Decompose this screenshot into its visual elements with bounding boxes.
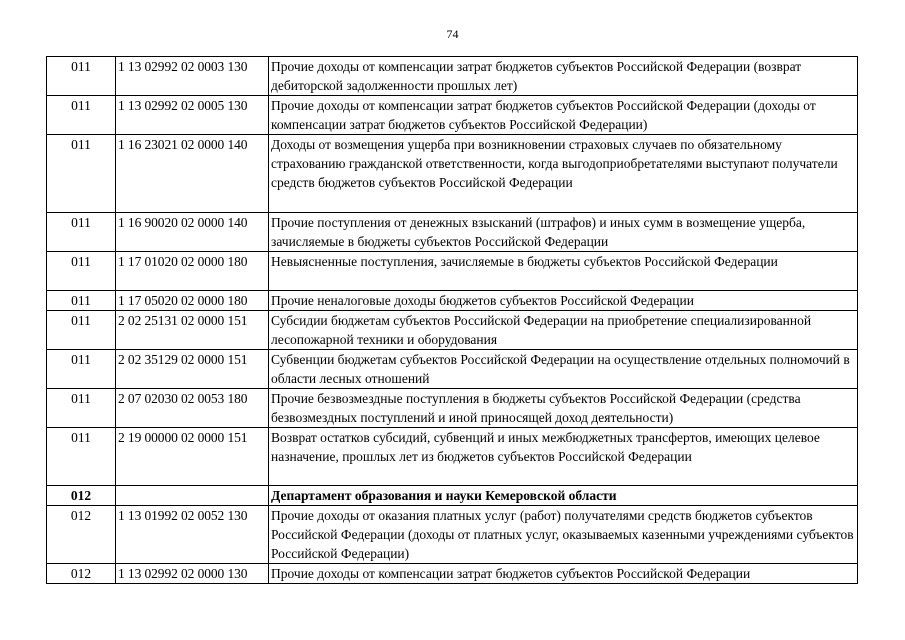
revenue-name-cell: Возврат остатков субсидий, субвенций и иных межбюджетных трансфертов, имеющих целевое назначение, прошлых лет из бюджетов субъектов Российской Федерации [269,428,858,486]
table-row [47,506,858,564]
admin-code-cell: 011 [47,428,116,486]
revenue-name-cell: Прочие безвозмездные поступления в бюджеты субъектов Российской Федерации (средства безвозмездных поступлений и иной приносящей доход деятельности) [269,389,858,428]
budget-classification-code-cell [116,486,269,506]
budget-classification-code-cell: 1 16 90020 02 0000 140 [116,213,269,252]
admin-code-cell: 011 [47,135,116,213]
section-header-row [47,486,858,506]
admin-code-cell: 011 [47,311,116,350]
admin-code-cell: 011 [47,57,116,96]
table-row [47,389,858,428]
admin-code-cell: 012 [47,564,116,584]
table-row [47,213,858,252]
budget-classification-code-cell: 2 07 02030 02 0053 180 [116,389,269,428]
department-name-cell: Департамент образования и науки Кемеровской области [269,486,858,506]
admin-code-cell: 012 [47,506,116,564]
revenue-name-cell: Прочие доходы от компенсации затрат бюджетов субъектов Российской Федерации (доходы от компенсации затрат бюджетов субъектов Российской Федерации) [269,96,858,135]
revenue-name-cell: Прочие поступления от денежных взысканий (штрафов) и иных сумм в возмещение ущерба, зачисляемые в бюджеты субъектов Российской Федерации [269,213,858,252]
revenue-name-cell: Прочие доходы от компенсации затрат бюджетов субъектов Российской Федерации [269,564,858,584]
revenue-name-cell: Субвенции бюджетам субъектов Российской Федерации на осуществление отдельных полномочий в области лесных отношений [269,350,858,389]
revenue-name-cell: Прочие доходы от компенсации затрат бюджетов субъектов Российской Федерации (возврат дебиторской задолженности прошлых лет) [269,57,858,96]
budget-classification-code-cell: 1 13 01992 02 0052 130 [116,506,269,564]
admin-code-cell: 011 [47,350,116,389]
admin-code-cell: 011 [47,389,116,428]
table-row [47,96,858,135]
admin-code-cell: 011 [47,252,116,291]
budget-classification-code-cell: 1 13 02992 02 0000 130 [116,564,269,584]
budget-classification-code-cell: 2 02 35129 02 0000 151 [116,350,269,389]
budget-classification-code-cell: 1 13 02992 02 0003 130 [116,57,269,96]
page-number: 74 [446,27,459,41]
table-row [47,57,858,96]
revenue-name-cell: Субсидии бюджетам субъектов Российской Федерации на приобретение специализированной лесопожарной техники и оборудования [269,311,858,350]
revenue-name-cell: Прочие доходы от оказания платных услуг (работ) получателями средств бюджетов субъектов Российской Федерации (доходы от платных услуг, оказываемых казенными учреждениями субъектов Российской Федерации) [269,506,858,564]
revenue-name-cell: Невыясненные поступления, зачисляемые в бюджеты субъектов Российской Федерации [269,252,858,291]
table-row [47,311,858,350]
revenue-name-cell: Прочие неналоговые доходы бюджетов субъектов Российской Федерации [269,291,858,311]
table-row [47,252,858,291]
admin-code-cell: 011 [47,291,116,311]
table-row [47,350,858,389]
budget-classification-code-cell: 1 16 23021 02 0000 140 [116,135,269,213]
table-row [47,564,858,584]
budget-classification-code-cell: 1 13 02992 02 0005 130 [116,96,269,135]
admin-code-cell: 012 [47,486,116,506]
admin-code-cell: 011 [47,213,116,252]
revenue-codes-table [46,56,858,584]
budget-classification-code-cell: 2 02 25131 02 0000 151 [116,311,269,350]
table-row [47,291,858,311]
budget-classification-code-cell: 1 17 01020 02 0000 180 [116,252,269,291]
budget-classification-code-cell: 1 17 05020 02 0000 180 [116,291,269,311]
revenue-name-cell: Доходы от возмещения ущерба при возникновении страховых случаев по обязательному страхованию гражданской ответственности, когда выгодоприобретателями выступают получатели средств бюджетов субъектов Российской Федерации [269,135,858,213]
table-row [47,428,858,486]
table-row [47,135,858,213]
budget-classification-code-cell: 2 19 00000 02 0000 151 [116,428,269,486]
admin-code-cell: 011 [47,96,116,135]
